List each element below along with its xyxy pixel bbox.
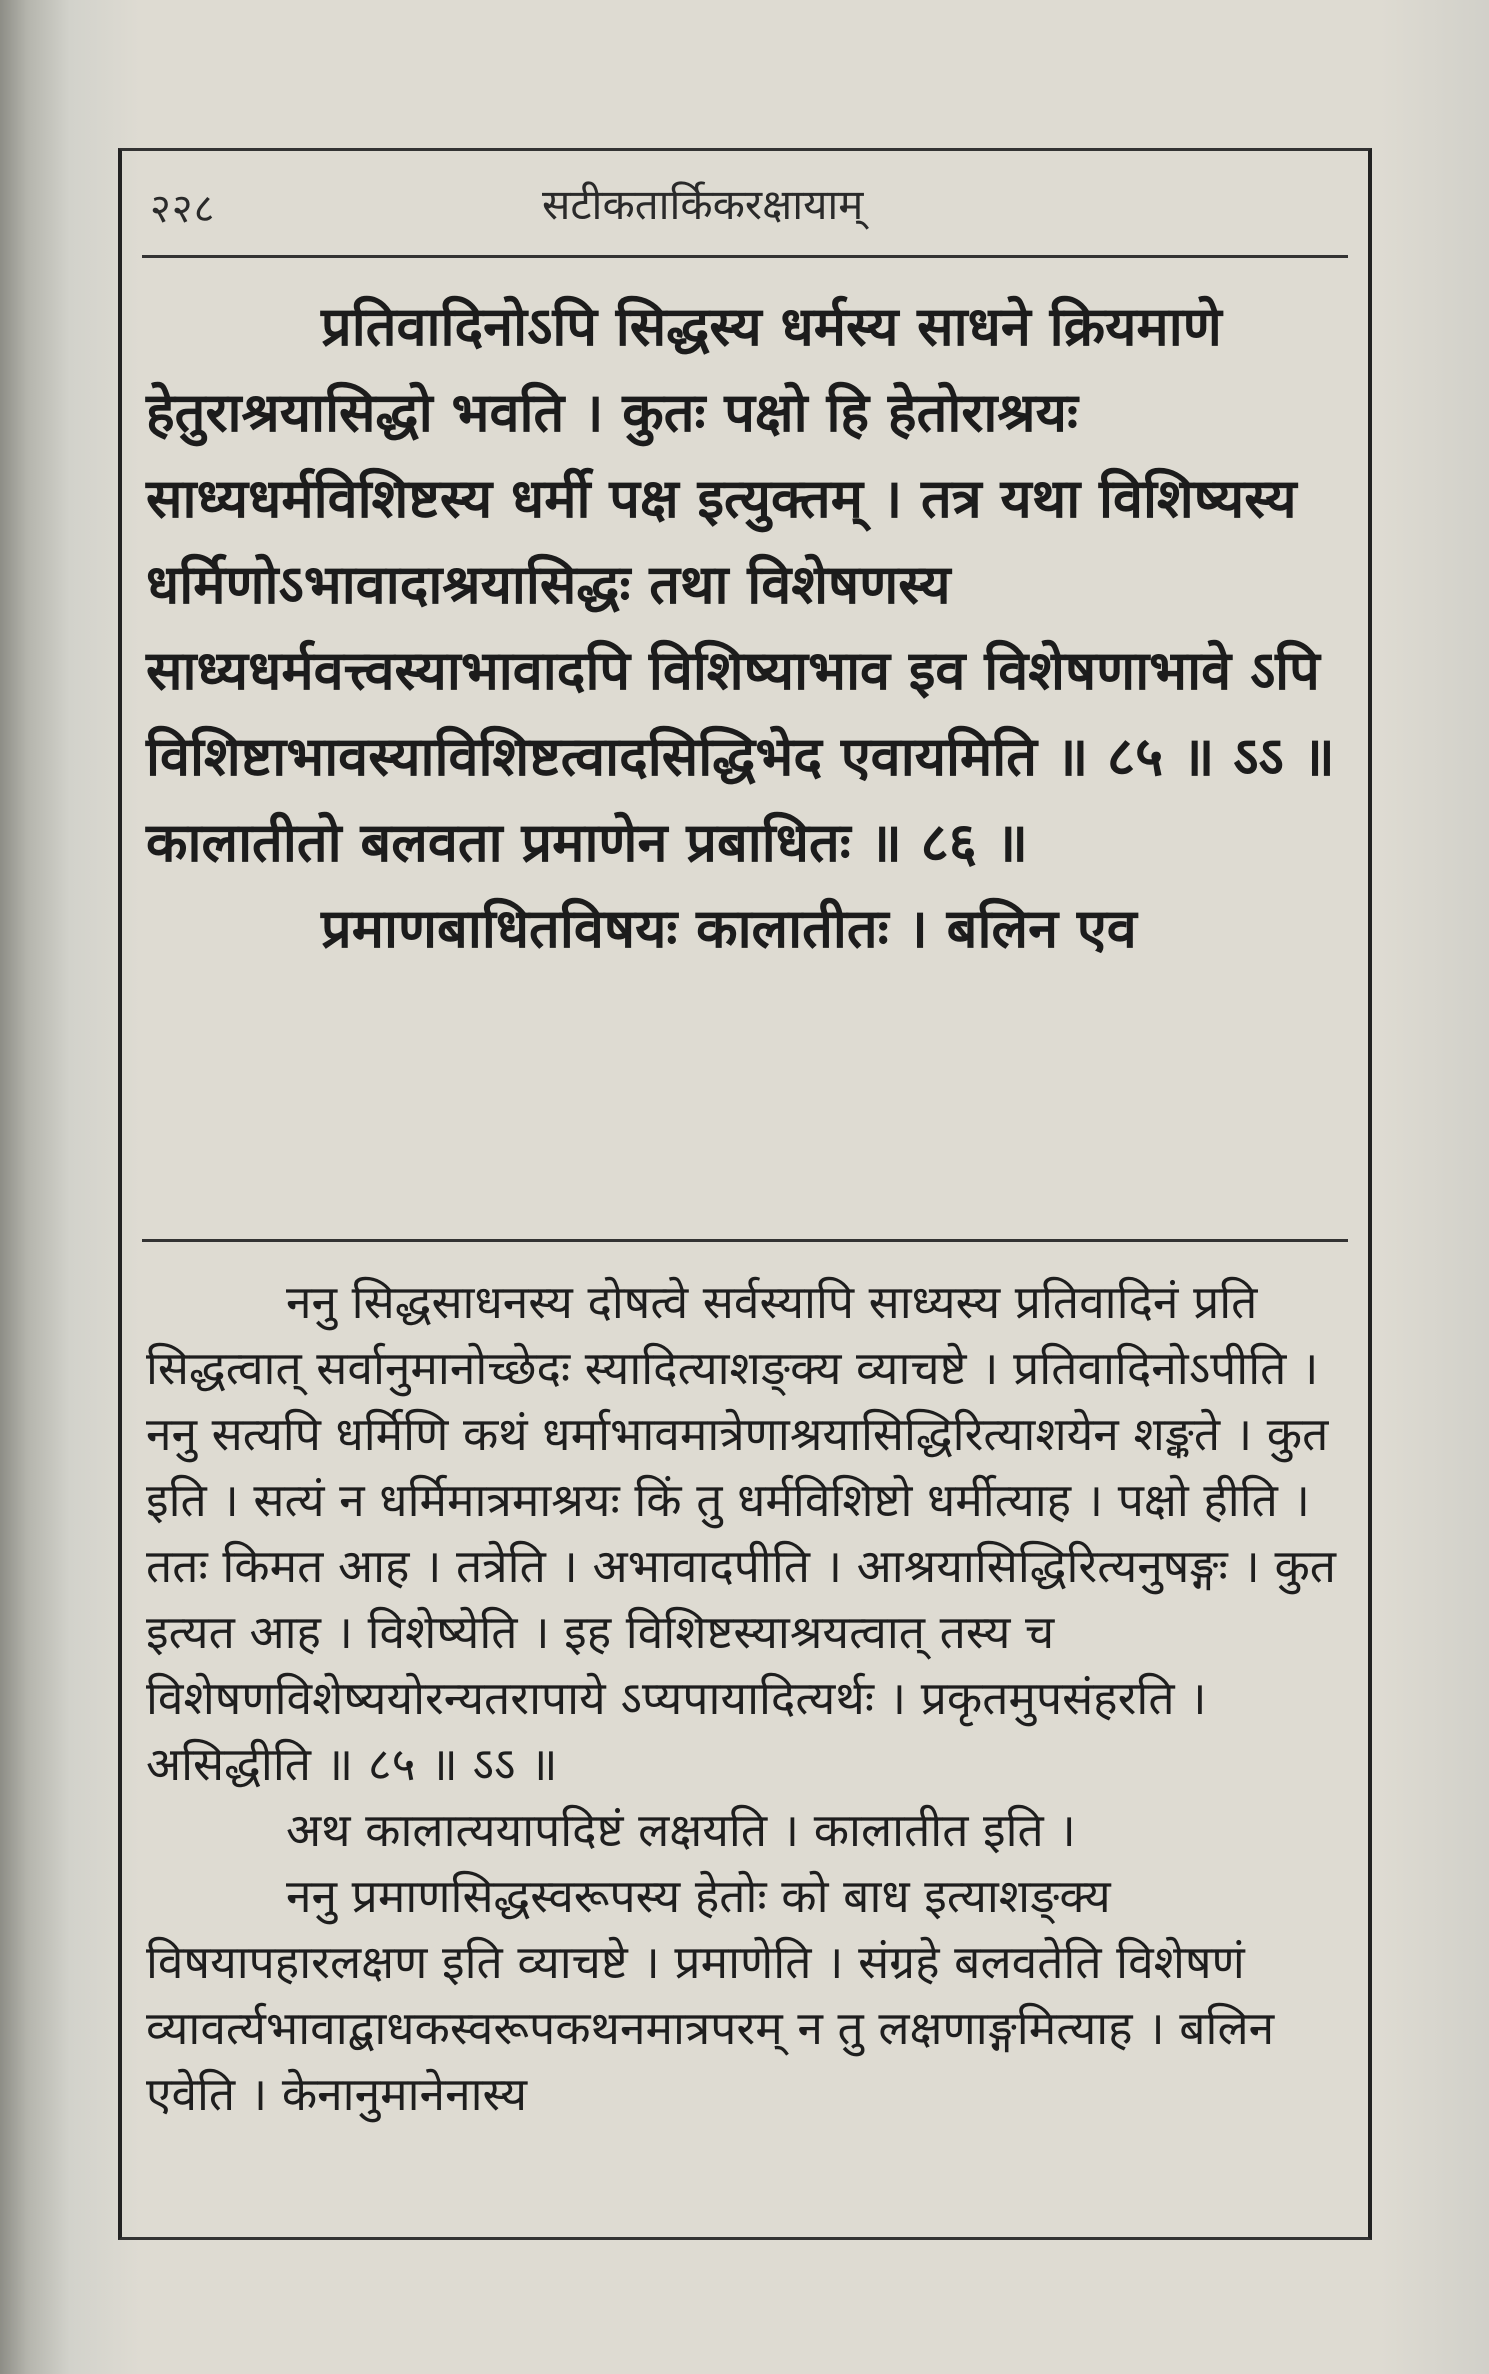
commentary-paragraph: अथ कालात्ययापदिष्टं लक्षयति । कालातीत इति । [286,1803,1076,1857]
commentary-paragraph: ननु प्रमाणसिद्धस्वरूपस्य हेतोः को बाध इत्याशङ्क्य विषयापहारलक्षण इति व्याचष्टे । प्रमाणेति । संग्रहे बलवतेति विशेषणं व्यावर्त्यभावाद्बाधकस्वरूपकथनमात्रपरम् न तु लक्षणाङ्गमित्याह । बलिन एवेति । केनानुमानेनास्य [146,1869,1275,2121]
commentary-paragraph: ननु सिद्धसाधनस्य दोषत्वे सर्वस्यापि साध्यस्य प्रतिवादिनं प्रति सिद्धत्वात् सर्वानुमानोच्छेदः स्यादित्याशङ्क्य व्याचष्टे । प्रतिवादिनोऽपीति । ननु सत्यपि धर्मिणि कथं धर्माभावमात्रेणाश्रयासिद्धिरित्याशयेन शङ्कते । कुत इति । सत्यं न धर्मिमात्रमाश्रयः किं तु धर्मविशिष्टो धर्मीत्याह । पक्षो हीति । ततः किमत आह । तत्रेति । अभावादपीति । आश्रयासिद्धिरित्यनुषङ्गः । कुत इत्यत आह । विशेष्येति । इह विशिष्टस्याश्रयत्वात् तस्य च विशेषणविशेष्ययोरन्यतरापाये ऽप्यपायादित्यर्थः । प्रकृतमुपसंहरति । असिद्धीति ॥ ८५ ॥ ऽऽ ॥ [146,1275,1337,1791]
running-header [122,151,1368,263]
page-frame [118,148,1372,2240]
section-divider [142,1239,1348,1242]
page-number: २२८ [150,186,216,232]
main-text-block [146,283,1344,1233]
main-paragraph: प्रतिवादिनोऽपि सिद्धस्य धर्मस्य साधने क्रियमाणे हेतुराश्रयासिद्धो भवति । कुतः पक्षो हि हेतोराश्रयः साध्यधर्मविशिष्टस्य धर्मी पक्ष इत्युक्तम् । तत्र यथा विशिष्यस्य धर्मिणोऽभावादाश्रयासिद्धः तथा विशेषणस्य साध्यधर्मवत्त्वस्याभावादपि विशिष्याभाव इव विशेषणाभावे ऽपि विशिष्टाभावस्याविशिष्टत्वादसिद्धिभेद एवायमिति ॥ ८५ ॥ ऽऽ ॥ [146,294,1335,788]
main-paragraph-continued: प्रमाणबाधितविषयः कालातीतः । बलिन एव [321,896,1137,960]
running-title: सटीकतार्किकरक्षायाम् [542,180,864,229]
commentary-block [146,1269,1344,2229]
sutra-86: कालातीतो बलवता प्रमाणेन प्रबाधितः ॥ ८६ ॥ [146,810,1028,874]
header-rule [142,255,1348,258]
